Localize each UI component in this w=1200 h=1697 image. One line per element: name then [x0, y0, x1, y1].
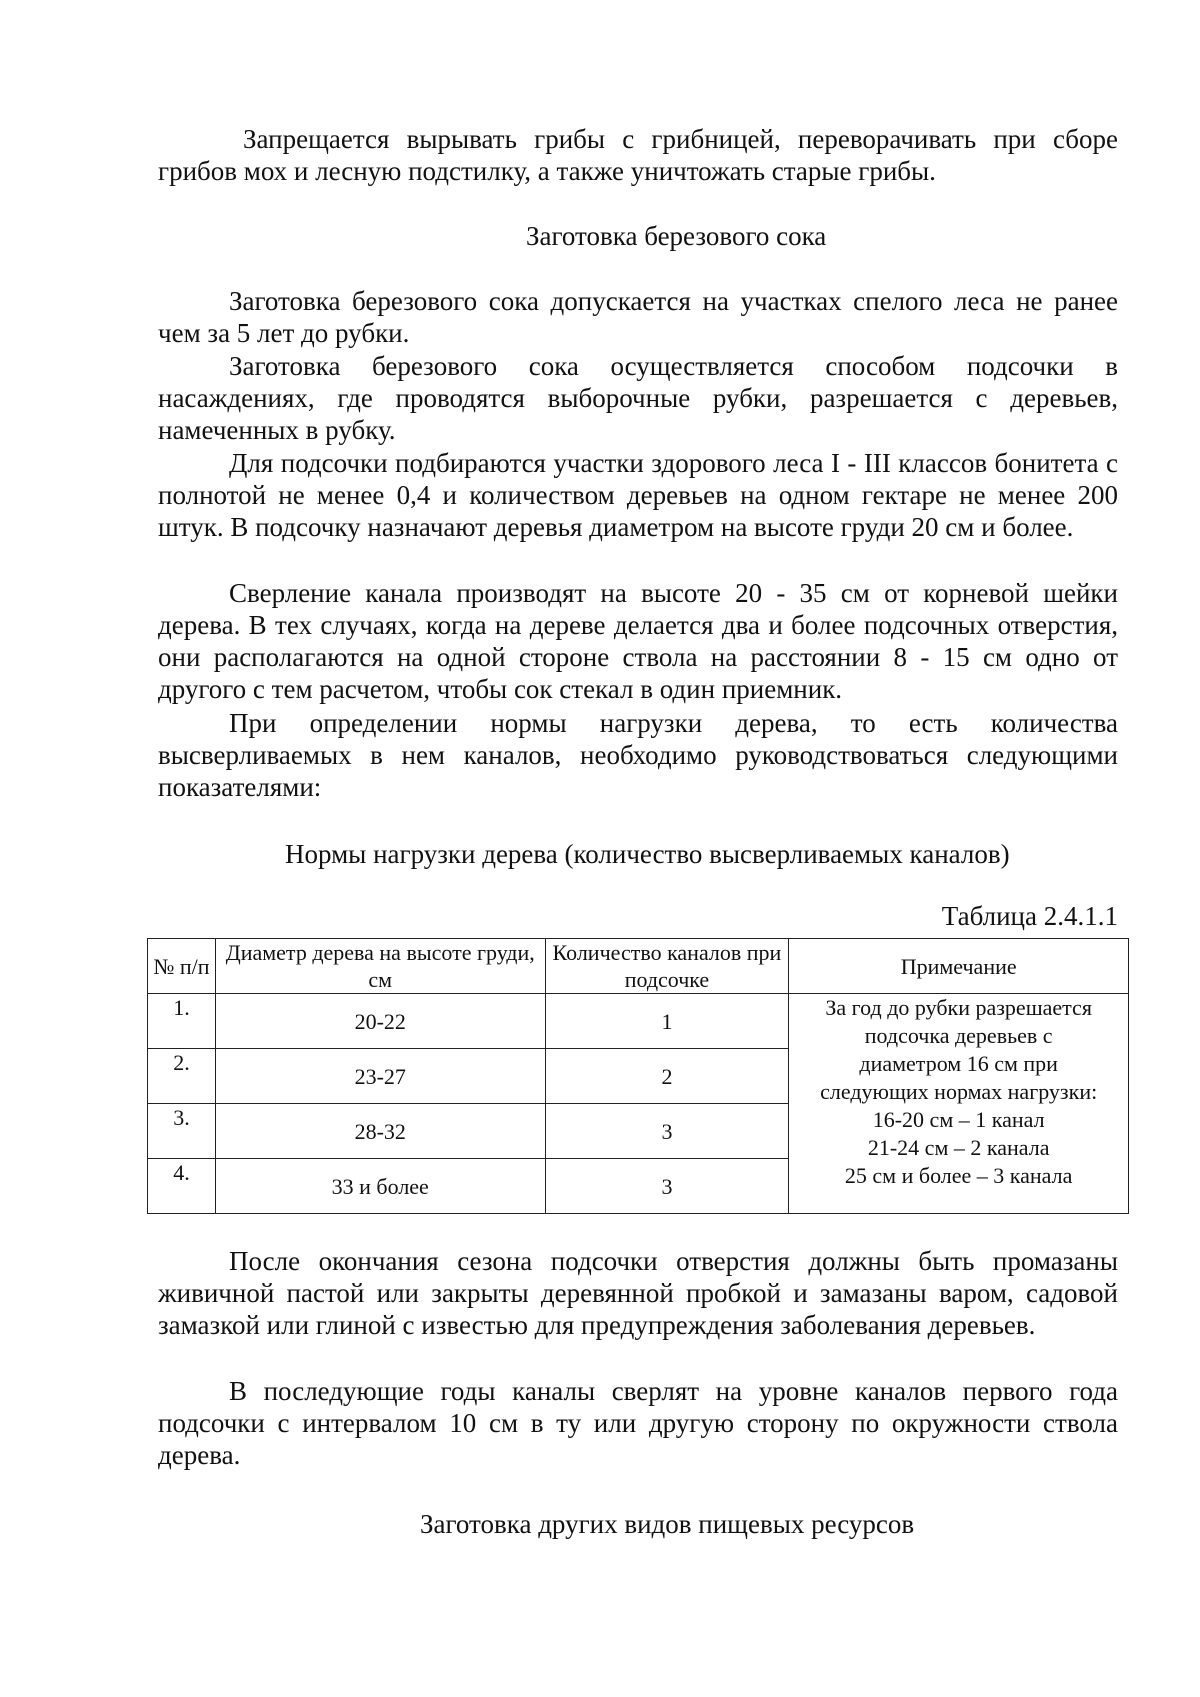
paragraph-after-1: После окончания сезона подсочки отверстия должны быть промазаны живичной пастой или закрыты деревянной пробкой и замазаны варом, садовой замазкой или глиной с известью для предупреждения заболевания деревьев.: [158, 1246, 1118, 1340]
row-diameter: 33 и более: [215, 1159, 545, 1214]
note-line: 25 см и более – 3 канала: [844, 1163, 1073, 1188]
paragraph-birch-2: Заготовка березового сока осуществляется способом подсочки в насаждениях, где проводятся выборочные рубки, разрешается с деревьев, намеченных в рубку.: [158, 351, 1118, 445]
table-title: Нормы нагрузки дерева (количество высверливаемых каналов): [285, 839, 1010, 869]
row-number: 1.: [148, 994, 216, 1049]
table-note: [789, 994, 1129, 1214]
paragraph-birch-5: При определении нормы нагрузки дерева, то есть количества высверливаемых в нем каналов, необходимо руководствоваться следующими показателями:: [158, 708, 1118, 802]
heading-birch-sap: Заготовка березового сока: [526, 221, 827, 251]
table-number: Таблица 2.4.1.1: [941, 901, 1118, 931]
note-line: диаметром 16 см при: [859, 1051, 1058, 1076]
row-diameter: 23-27: [215, 1049, 545, 1104]
note-line: 21-24 см – 2 канала: [867, 1135, 1050, 1160]
row-diameter: 28-32: [215, 1104, 545, 1159]
header-channels: Количество каналов при подсочке: [545, 939, 789, 994]
row-channels: 2: [545, 1049, 789, 1104]
row-number: 3.: [148, 1104, 216, 1159]
paragraph-after-2: В последующие годы каналы сверлят на уровне каналов первого года подсочки с интервалом 10 см в ту или другую сторону по окружности ствола дерева.: [158, 1376, 1118, 1470]
note-line: подсочка деревьев с: [864, 1023, 1053, 1048]
paragraph-birch-1: Заготовка березового сока допускается на участках спелого леса не ранее чем за 5 лет до рубки.: [158, 286, 1118, 348]
paragraph-mushrooms: Запрещается вырывать грибы с грибницей, переворачивать при сборе грибов мох и лесную подстилку, а также уничтожать старые грибы.: [158, 124, 1118, 186]
row-number: 4.: [148, 1159, 216, 1214]
paragraph-birch-4: Сверление канала производят на высоте 20 - 35 см от корневой шейки дерева. В тех случаях, когда на дереве делается два и более подсочных отверстия, они располагаются на одной стороне ствола на расстоянии 8 - 15 см одно от другого с тем расчетом, чтобы сок стекал в один приемник.: [158, 578, 1118, 704]
row-channels: 3: [545, 1104, 789, 1159]
table-header-row: [148, 939, 1129, 994]
load-norms-table: [147, 938, 1129, 1214]
row-channels: 1: [545, 994, 789, 1049]
row-channels: 3: [545, 1159, 789, 1214]
row-number: 2.: [148, 1049, 216, 1104]
table-row: [148, 994, 1129, 1049]
note-line: 16-20 см – 1 канал: [872, 1107, 1045, 1132]
note-line: следующих нормах нагрузки:: [820, 1079, 1098, 1104]
header-note: Примечание: [789, 939, 1129, 994]
note-line: За год до рубки разрешается: [825, 995, 1092, 1020]
heading-other-resources: Заготовка других видов пищевых ресурсов: [420, 1509, 915, 1539]
row-diameter: 20-22: [215, 994, 545, 1049]
header-number: № п/п: [148, 939, 216, 994]
header-diameter: Диаметр дерева на высоте груди, см: [215, 939, 545, 994]
paragraph-birch-3: Для подсочки подбираются участки здорового леса I - III классов бонитета с полнотой не менее 0,4 и количеством деревьев на одном гектаре не менее 200 штук. В подсочку назначают деревья диаметром на высоте груди 20 см и более.: [158, 448, 1118, 542]
